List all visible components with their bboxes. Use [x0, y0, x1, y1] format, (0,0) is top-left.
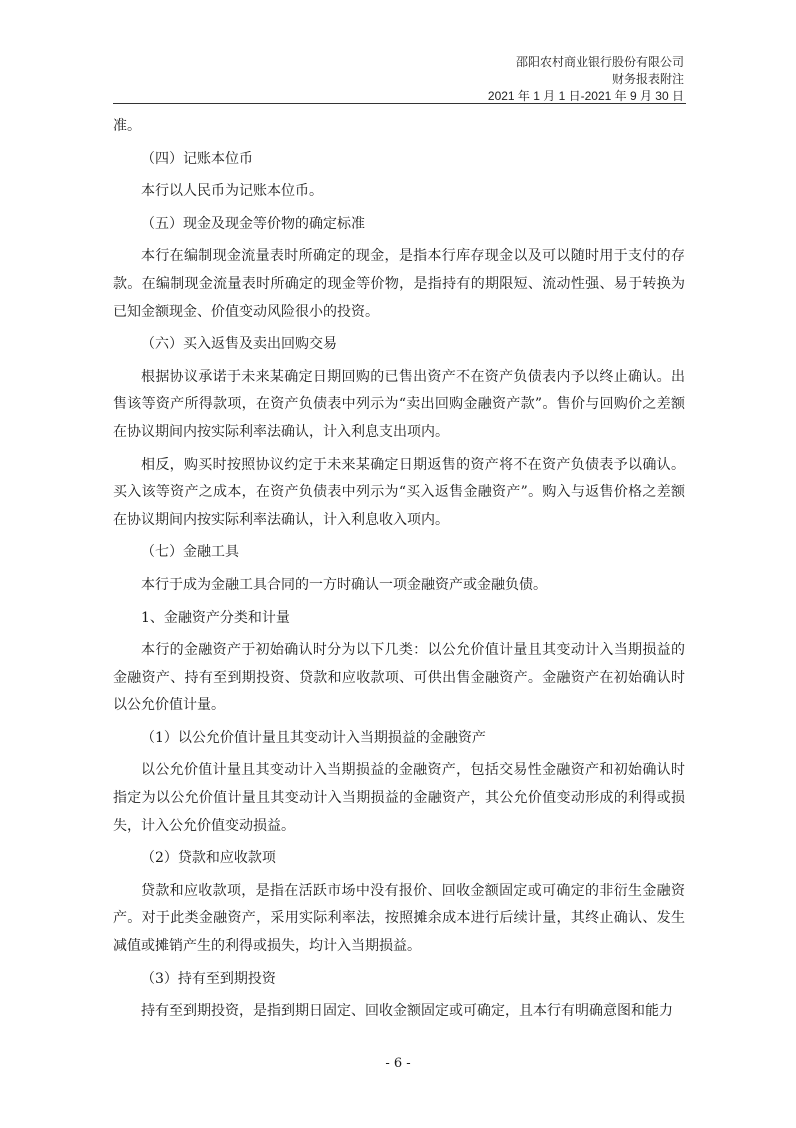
paragraph: 本行于成为金融工具合同的一方时确认一项金融资产或金融负债。	[141, 576, 547, 593]
header-rule	[113, 103, 686, 104]
document-title: 财务报表附注	[611, 72, 684, 86]
report-period: 2021 年 1 月 1 日-2021 年 9 月 30 日	[487, 89, 684, 103]
paragraph: 贷款和应收款项，是指在活跃市场中没有报价、回收金额固定或可确定的非衍生金融资产。对于此类金融资产，采用实际利率法，按照摊余成本进行后续计量，其终止确认、发生减值或摊销产生的利得或损失，均计入当期损益。	[113, 882, 685, 955]
page-number: - 6 -	[385, 1056, 411, 1071]
paragraph: 准。	[113, 118, 141, 134]
section-heading: （七）金融工具	[141, 544, 239, 561]
page-header	[488, 54, 684, 105]
section-heading: （四）记账本位币	[141, 150, 253, 167]
paragraph: 持有至到期投资，是指到期日固定、回收金额固定或可确定，且本行有明确意图和能力	[141, 1003, 673, 1020]
paragraph: 相反，购买时按照协议约定于未来某确定日期返售的资产将不在资产负债表予以确认。买入该等资产之成本，在资产负债表中列示为“买入返售金融资产”。购入与返售价格之差额在协议期间内按实际利率法确认，计入利息收入项内。	[113, 456, 685, 528]
section-heading: （六）买入返售及卖出回购交易	[141, 336, 337, 353]
paragraph: 本行以人民币为记账本位币。	[141, 183, 323, 200]
subsection-heading: （3）持有至到期投资	[141, 970, 276, 987]
paragraph: 本行的金融资产于初始确认时分为以下几类：以公允价值计量且其变动计入当期损益的金融资产、持有至到期投资、贷款和应收款项、可供出售金融资产。金融资产在初始确认时以公允价值计量。	[113, 642, 685, 714]
subsection-heading: 1、金融资产分类和计量	[141, 609, 290, 626]
section-heading: （五）现金及现金等价物的确定标准	[141, 215, 365, 232]
body-text	[113, 113, 685, 1026]
company-name: 邵阳农村商业银行股份有限公司	[515, 55, 684, 69]
paragraph: 根据协议承诺于未来某确定日期回购的已售出资产不在资产负债表内予以终止确认。出售该等资产所得款项，在资产负债表中列示为“卖出回购金融资产款”。售价与回购价之差额在协议期间内按实际利率法确认，计入利息支出项内。	[113, 368, 685, 440]
subsection-heading: （1）以公允价值计量且其变动计入当期损益的金融资产	[141, 729, 486, 746]
paragraph: 以公允价值计量且其变动计入当期损益的金融资产，包括交易性金融资产和初始确认时指定为以公允价值计量且其变动计入当期损益的金融资产，其公允价值变动形成的利得或损失，计入公允价值变动损益。	[113, 762, 685, 834]
subsection-heading: （2）贷款和应收款项	[141, 850, 276, 867]
paragraph: 本行在编制现金流量表时所确定的现金，是指本行库存现金以及可以随时用于支付的存款。在编制现金流量表时所确定的现金等价物，是指持有的期限短、流动性强、易于转换为已知金额现金、价值变动风险很小的投资。	[113, 248, 685, 320]
